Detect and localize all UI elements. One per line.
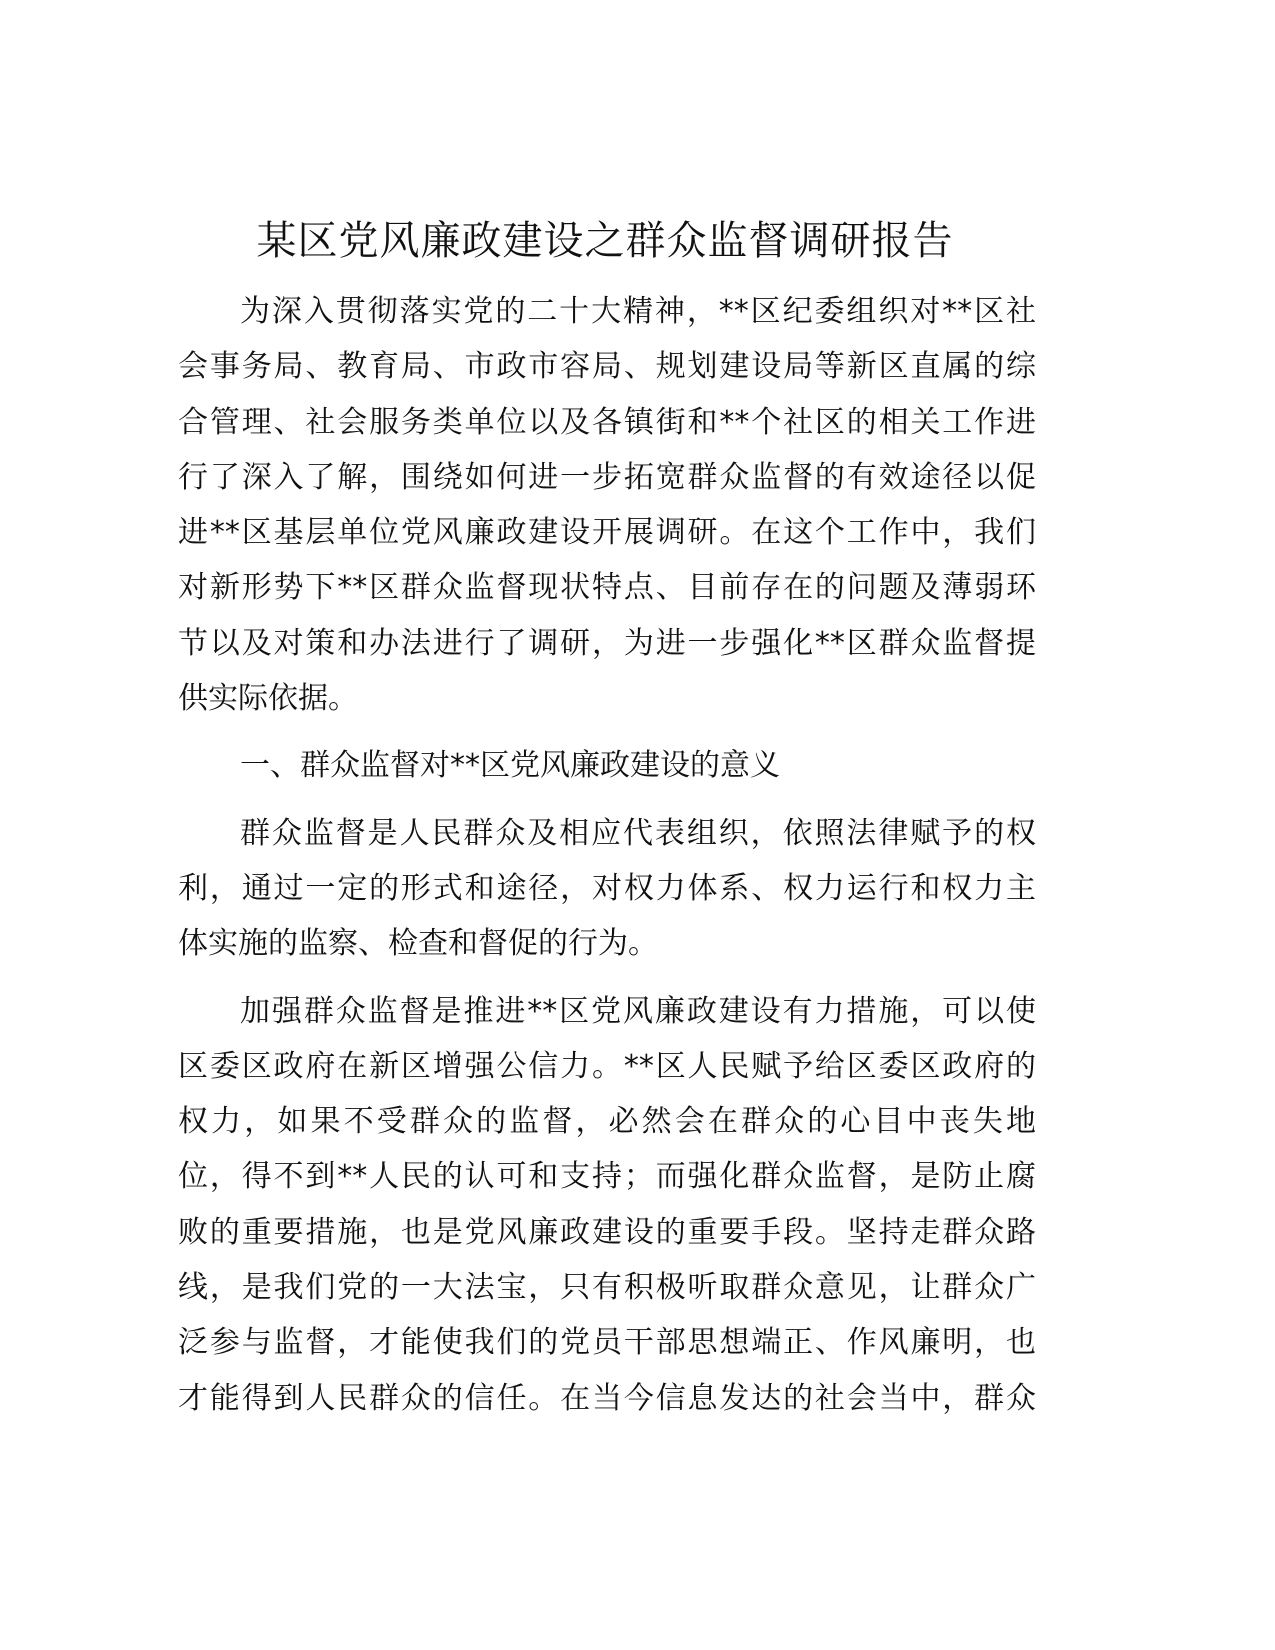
text-line: 线，是我们党的一大法宝，只有积极听取群众意见，让群众广 <box>178 1270 1036 1306</box>
text-line: 区委区政府在新区增强公信力。**区人民赋予给区委区政府的 <box>178 1048 1036 1084</box>
text-line: 败的重要措施，也是党风廉政建设的重要手段。坚持走群众路 <box>178 1214 1036 1250</box>
text-line: 合管理、社会服务类单位以及各镇街和**个社区的相关工作进 <box>178 404 1036 440</box>
text-line: 进**区基层单位党风廉政建设开展调研。在这个工作中，我们 <box>178 515 1036 551</box>
text-line: 才能得到人民群众的信任。在当今信息发达的社会当中，群众 <box>178 1380 1036 1416</box>
text-line: 加强群众监督是推进**区党风廉政建设有力措施，可以使 <box>240 993 1036 1029</box>
text-line: 行了深入了解，围绕如何进一步拓宽群众监督的有效途径以促 <box>178 459 1036 495</box>
text-line: 权力，如果不受群众的监督，必然会在群众的心目中丧失地 <box>178 1104 1036 1140</box>
text-line: 体实施的监察、检查和督促的行为。 <box>178 926 658 962</box>
text-line: 供实际依据。 <box>178 681 358 717</box>
document-body <box>178 284 1036 1426</box>
text-line: 对新形势下**区群众监督现状特点、目前存在的问题及薄弱环 <box>178 570 1036 606</box>
paragraph <box>178 984 1036 1426</box>
text-line: 会事务局、教育局、市政市容局、规划建设局等新区直属的综 <box>178 349 1036 385</box>
paragraph <box>178 806 1036 972</box>
text-line: 为深入贯彻落实党的二十大精神，**区纪委组织对**区社 <box>240 294 1036 329</box>
text-line: 一、群众监督对**区党风廉政建设的意义 <box>240 748 780 784</box>
text-line: 利，通过一定的形式和途径，对权力体系、权力运行和权力主 <box>178 870 1036 906</box>
text-line: 节以及对策和办法进行了调研，为进一步强化**区群众监督提 <box>178 625 1036 661</box>
section-heading <box>178 738 1036 793</box>
text-line: 群众监督是人民群众及相应代表组织，依照法律赋予的权 <box>240 815 1036 851</box>
text-line: 位，得不到**人民的认可和支持；而强化群众监督，是防止腐 <box>178 1159 1036 1195</box>
text-line: 泛参与监督，才能使我们的党员干部思想端正、作风廉明，也 <box>178 1325 1036 1361</box>
document-title: 某区党风廉政建设之群众监督调研报告 <box>256 218 954 264</box>
paragraph <box>178 284 1036 726</box>
